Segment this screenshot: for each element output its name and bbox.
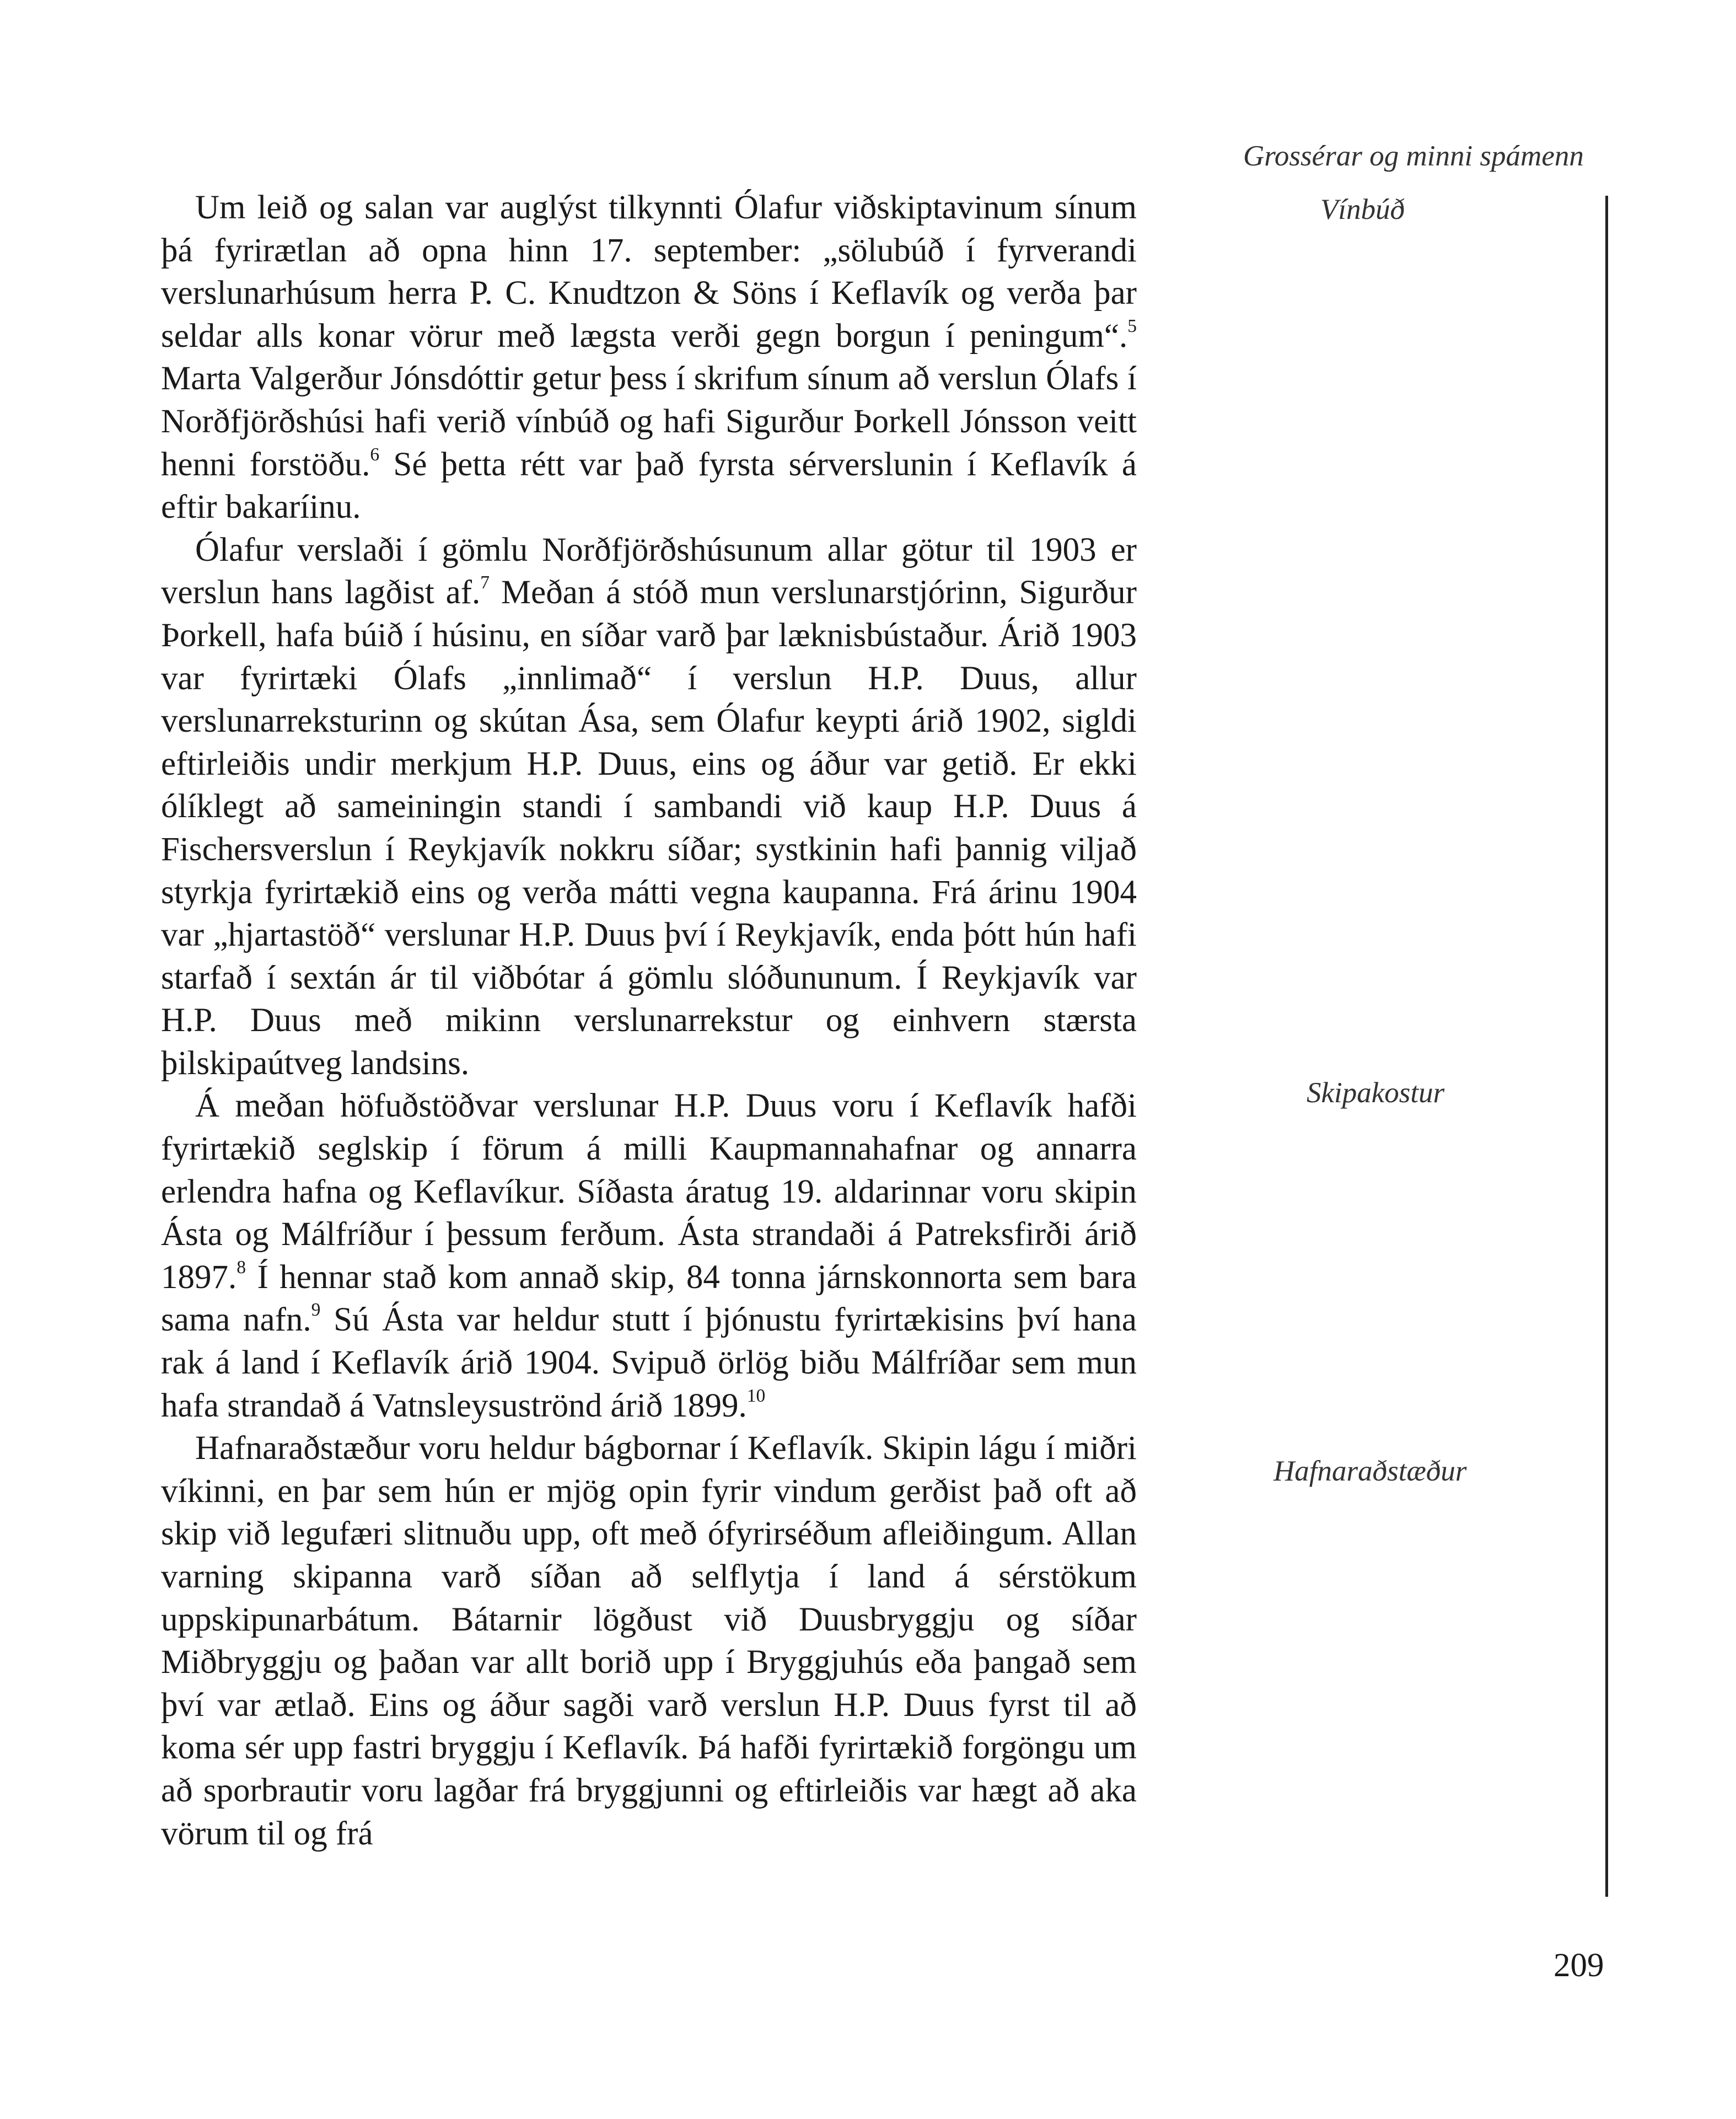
footnote-ref-10: 10	[746, 1385, 766, 1406]
paragraph-1-text-a: Um leið og salan var auglýst tilkynnti Ólafur viðskiptavinum sínum þá fyrirætlan að opna hinn 17. september: „sölubúð í fyrverandi verslunarhúsum herra P. C. Knudtzon & Söns í Keflavík og verða þar seldar alls konar vörur með lægsta verði gegn borgun í peningum“.	[161, 189, 1137, 355]
margin-note-hafnaradstaedur: Hafnaraðstæður	[1273, 1455, 1467, 1487]
paragraph-1-text-b: Marta Valgerður Jónsdóttir getur þess í skrifum sínum að verslun Ólafs í Norðfjörðshúsi hafi verið vínbúð og hafi Sigurður Þorkell Jónsson veitt henni forstöðu.	[161, 360, 1137, 483]
page-number: 209	[1554, 1947, 1604, 1984]
footnote-ref-7: 7	[480, 572, 490, 593]
footnote-ref-6: 6	[370, 444, 380, 465]
running-header: Grossérar og minni spámenn	[1243, 140, 1584, 172]
footnote-ref-9: 9	[311, 1300, 321, 1321]
paragraph-2-text-a: Ólafur verslaði í gömlu Norðfjörðshúsunum allar götur til 1903 er verslun hans lagðist af.	[161, 531, 1137, 611]
paragraph-4: Hafnaraðstæður voru heldur bágbornar í Keflavík. Skipin lágu í miðri víkinni, en þar sem hún er mjög opin fyrir vindum gerðist það oft að skip við legufæri slitnuðu upp, oft með ófyrirséðum afleiðingum. Allan varning skipanna varð síðan að selflytja í land á sérstökum uppskipunarbátum. Bátarnir lögðust við Duusbryggju og síðar Miðbryggju og þaðan var allt borið upp í Bryggjuhús eða þangað sem því var ætlað. Eins og áður sagði varð verslun H.P. Duus fyrst til að koma sér upp fastri bryggju í Keflavík. Þá hafði fyrirtækið forgöngu um að sporbrautir voru lagðar frá bryggjunni og eftirleiðis var hægt að aka vörum til og frá	[161, 1430, 1137, 1852]
main-text-column	[161, 186, 1137, 1855]
margin-rule	[1605, 196, 1608, 1897]
paragraph-3-text-a: Á meðan höfuðstöðvar verslunar H.P. Duus voru í Keflavík hafði fyrirtækið seglskip í förum á milli Kaupmannahafnar og annarra erlendra hafna og Keflavíkur. Síðasta áratug 19. aldarinnar voru skipin Ásta og Málfríður í þessum ferðum. Ásta strandaði á Patreksfirði árið 1897.	[161, 1087, 1137, 1296]
paragraph-3-text-b: Í hennar stað kom annað skip, 84 tonna járnskonnorta sem bara sama nafn.	[161, 1258, 1137, 1339]
paragraph-1	[161, 186, 1137, 529]
paragraph-2-text-b: Meðan á stóð mun verslunarstjórinn, Sigurður Þorkell, hafa búið í húsinu, en síðar varð þar læknisbústaður. Árið 1903 var fyrirtæki Ólafs „innlimað“ í verslun H.P. Duus, allur verslunarreksturinn og skútan Ása, sem Ólafur keypti árið 1902, sigldi eftirleiðis undir merkjum H.P. Duus, eins og áður var getið. Er ekki ólíklegt að sameiningin standi í sambandi við kaup H.P. Duus á Fischersverslun í Reykjavík nokkru síðar; systkinin hafi þannig viljað styrkja fyrirtækið eins og verða mátti vegna kaupanna. Frá árinu 1904 var „hjartastöð“ verslunar H.P. Duus því í Reykjavík, enda þótt hún hafi starfað í sextán ár til viðbótar á gömlu slóðununum. Í Reykjavík var H.P. Duus með mikinn verslunarrekstur og einhvern stærsta þilskipaútveg landsins.	[161, 574, 1137, 1082]
margin-note-vinbud: Vínbúð	[1320, 194, 1405, 226]
paragraph-1-text-c: Sé þetta rétt var það fyrsta sérverslunin í Keflavík á eftir bakaríinu.	[161, 446, 1137, 526]
footnote-ref-5: 5	[1127, 315, 1137, 336]
paragraph-2	[161, 529, 1137, 1085]
paragraph-3-text-c: Sú Ásta var heldur stutt í þjónustu fyrirtækisins því hana rak á land í Keflavík árið 1904. Svipuð örlög biðu Málfríðar sem mun hafa strandað á Vatnsleysuströnd árið 1899.	[161, 1301, 1137, 1424]
paragraph-3	[161, 1085, 1137, 1427]
margin-note-skipakostur: Skipakostur	[1307, 1077, 1445, 1109]
footnote-ref-8: 8	[237, 1257, 246, 1278]
